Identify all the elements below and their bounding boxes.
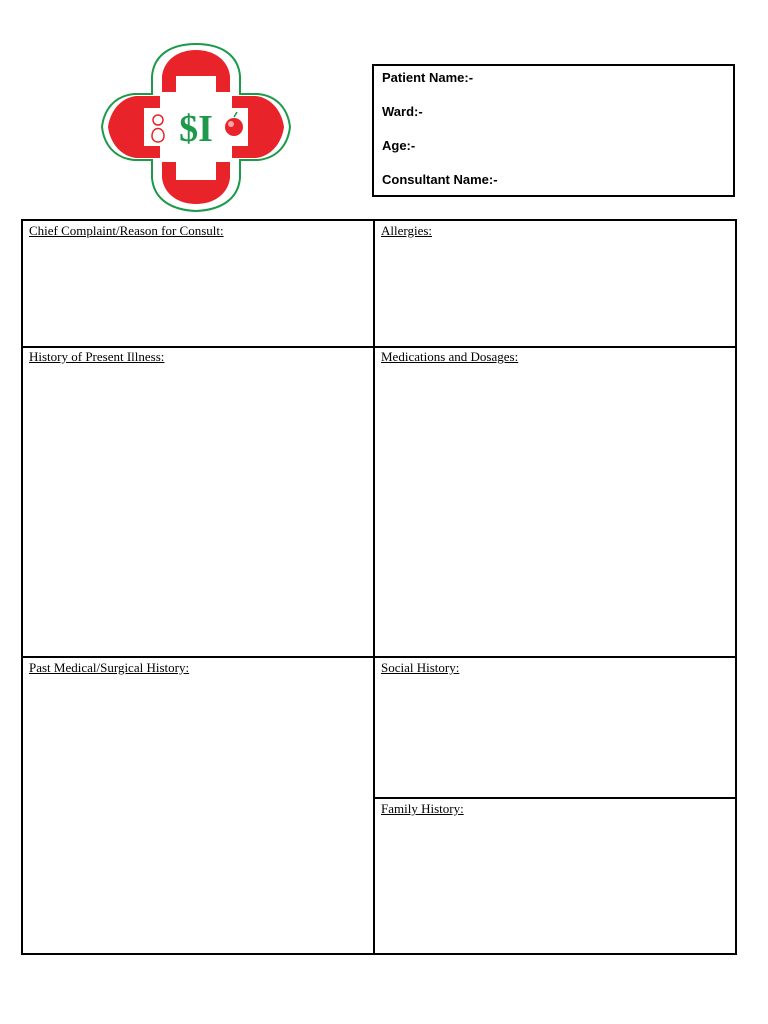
patient-info-box — [372, 64, 735, 197]
row-divider — [23, 656, 735, 658]
social-history-label: Social History: — [381, 660, 460, 675]
column-divider — [373, 221, 375, 953]
history-present-illness-label: History of Present Illness: — [29, 349, 165, 364]
past-medical-history-label: Past Medical/Surgical History: — [29, 660, 190, 675]
hospital-logo — [100, 40, 292, 215]
chief-complaint-label: Chief Complaint/Reason for Consult: — [29, 223, 224, 238]
consult-form-grid — [21, 219, 737, 955]
patient-name-label: Patient Name:- — [382, 70, 474, 85]
svg-text:$I: $I — [179, 108, 213, 150]
consultant-name-label: Consultant Name:- — [382, 172, 498, 187]
age-label: Age:- — [382, 138, 416, 153]
row-divider — [23, 346, 735, 348]
ward-label: Ward:- — [382, 104, 423, 119]
logo-emblem-icon — [100, 40, 292, 215]
medications-label: Medications and Dosages: — [381, 349, 519, 364]
allergies-label: Allergies: — [381, 223, 433, 238]
row-divider — [375, 797, 737, 799]
family-history-label: Family History: — [381, 801, 464, 816]
